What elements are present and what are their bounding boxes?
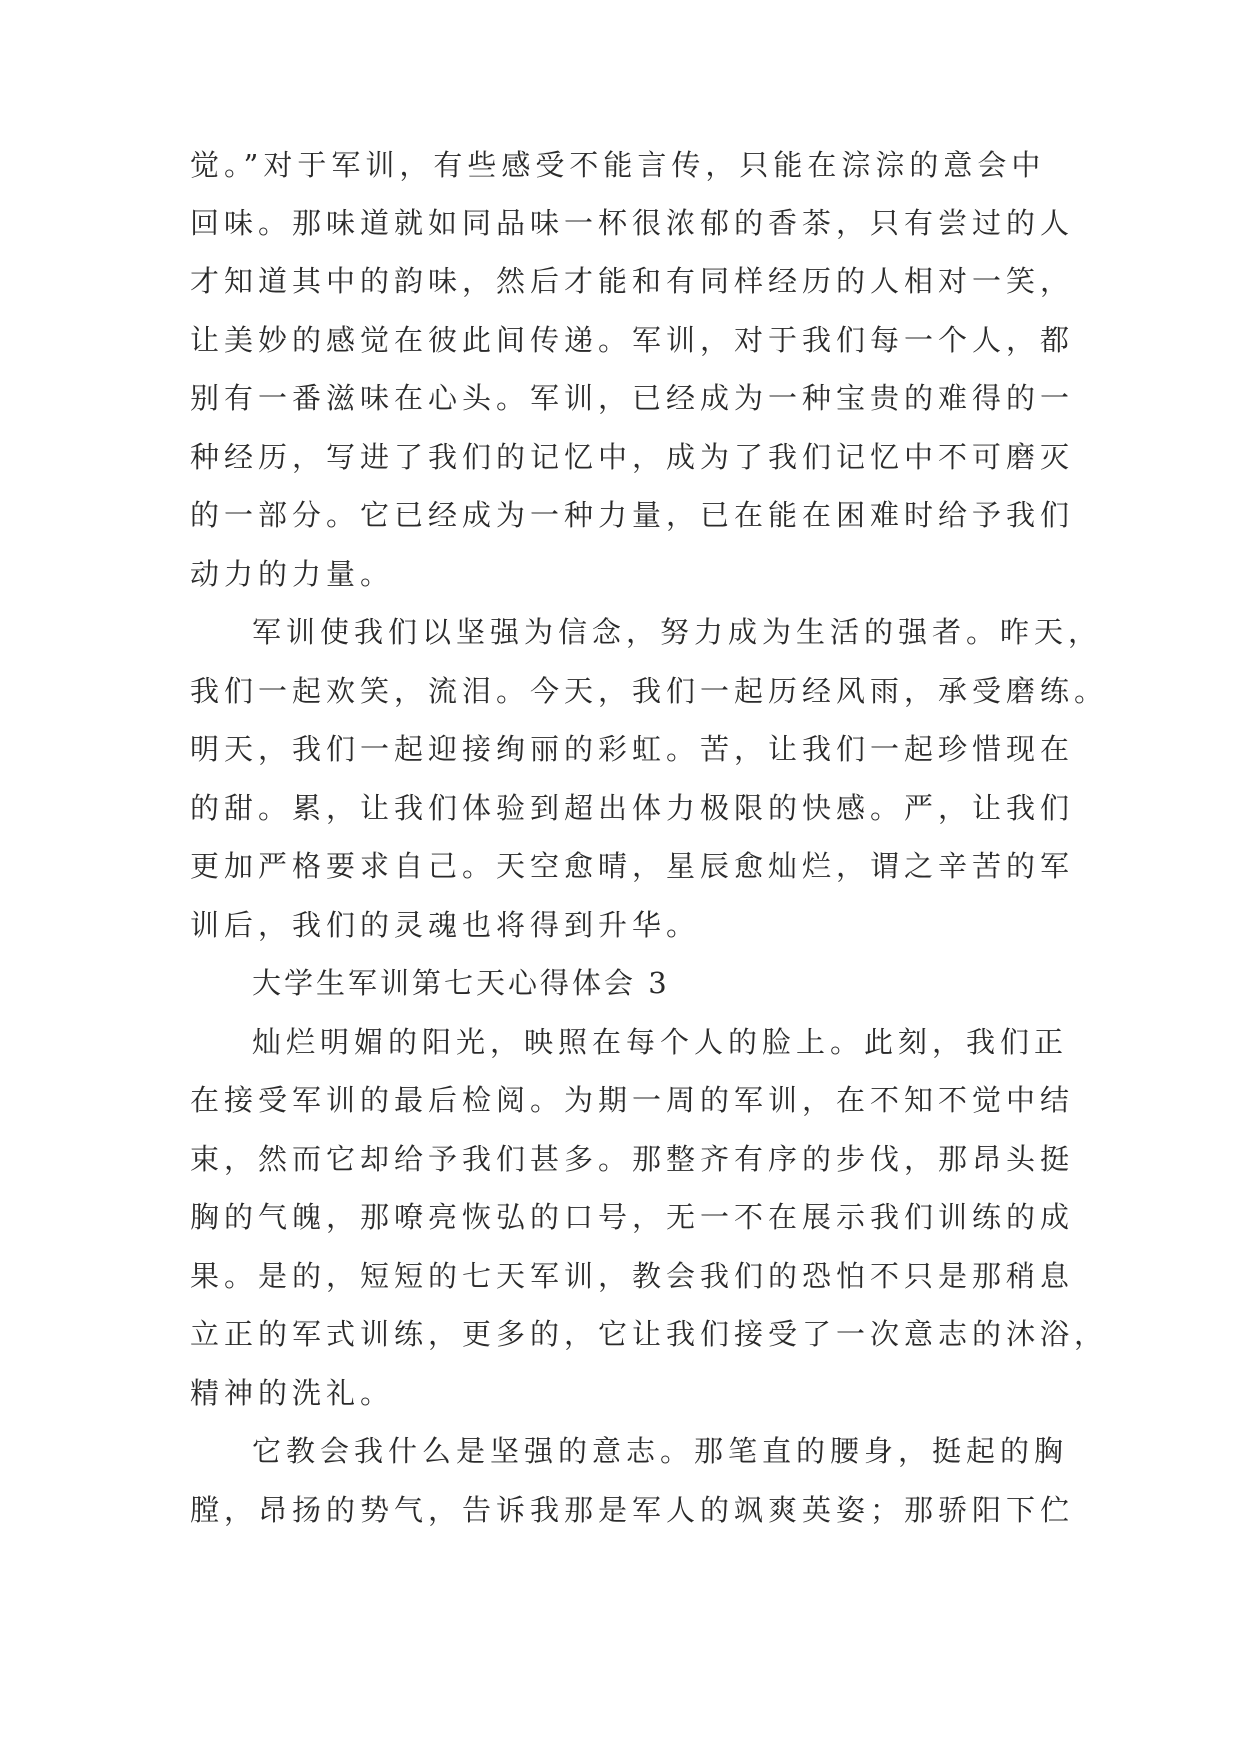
paragraph-first-line: 灿烂明媚的阳光，映照在每个人的脸上。此刻，我们正 <box>252 1025 1069 1059</box>
body-text-line: 训后，我们的灵魂也将得到升华。 <box>190 908 701 942</box>
paragraph-first-line: 军训使我们以坚强为信念，努力成为生活的强者。昨天， <box>252 615 1103 649</box>
body-text-line: 动力的力量。 <box>190 557 395 591</box>
body-text-line: 在接受军训的最后检阅。为期一周的军训，在不知不觉中结 <box>190 1083 1075 1117</box>
body-text-line: 我们一起欢笑，流泪。今天，我们一起历经风雨，承受磨练。 <box>190 674 1109 708</box>
body-text-line: 束，然而它却给予我们甚多。那整齐有序的步伐，那昂头挺 <box>190 1142 1075 1176</box>
body-text-line: 的一部分。它已经成为一种力量，已在能在困难时给予我们 <box>190 498 1075 532</box>
body-text-line: 胸的气魄，那嘹亮恢弘的口号，无一不在展示我们训练的成 <box>190 1200 1075 1234</box>
body-text-line: 膛，昂扬的势气，告诉我那是军人的飒爽英姿；那骄阳下伫 <box>190 1493 1075 1527</box>
body-text-line: 精神的洗礼。 <box>190 1376 395 1410</box>
body-text-line: 让美妙的感觉在彼此间传递。军训，对于我们每一个人，都 <box>190 323 1075 357</box>
body-text-line: 别有一番滋味在心头。军训，已经成为一种宝贵的难得的一 <box>190 381 1075 415</box>
section-heading: 大学生军训第七天心得体会 3 <box>252 966 670 1000</box>
body-text-line: 的甜。累，让我们体验到超出体力极限的快感。严，让我们 <box>190 791 1075 825</box>
body-text-line: 回味。那味道就如同品味一杯很浓郁的香茶，只有尝过的人 <box>190 206 1075 240</box>
body-text-line: 果。是的，短短的七天军训，教会我们的恐怕不只是那稍息 <box>190 1259 1075 1293</box>
body-text-line: 觉。”对于军训，有些感受不能言传，只能在淙淙的意会中 <box>190 148 1046 182</box>
body-text-line: 立正的军式训练，更多的，它让我们接受了一次意志的沐浴， <box>190 1317 1109 1351</box>
body-text-line: 更加严格要求自己。天空愈晴，星辰愈灿烂，谓之辛苦的军 <box>190 849 1075 883</box>
body-text-line: 明天，我们一起迎接绚丽的彩虹。苦，让我们一起珍惜现在 <box>190 732 1075 766</box>
body-text-line: 才知道其中的韵味，然后才能和有同样经历的人相对一笑， <box>190 264 1075 298</box>
paragraph-first-line: 它教会我什么是坚强的意志。那笔直的腰身，挺起的胸 <box>252 1434 1069 1468</box>
body-text-line: 种经历，写进了我们的记忆中，成为了我们记忆中不可磨灭 <box>190 440 1075 474</box>
